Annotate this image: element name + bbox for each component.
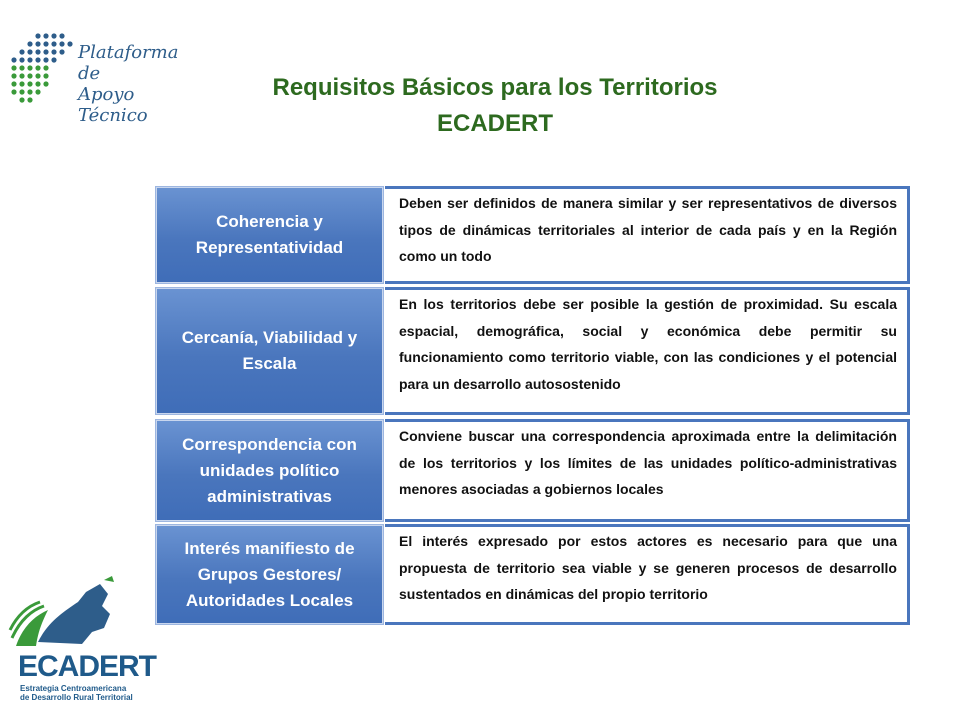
requirement-row bbox=[155, 524, 910, 625]
ecadert-logo-subtitle: Estrategia Centroamericana de Desarrollo Rural Territorial bbox=[20, 684, 133, 702]
ecadert-logo-name: ECADERT bbox=[18, 650, 157, 683]
requirement-label: Interés manifiesto de Grupos Gestores/ Autoridades Locales bbox=[155, 524, 384, 625]
requirement-row bbox=[155, 287, 910, 415]
requirement-description: Deben ser definidos de manera similar y ser representativos de diversos tipos de dinámicas territoriales al interior de cada país y en la Región como un todo bbox=[385, 186, 910, 284]
central-america-map-icon bbox=[8, 572, 158, 652]
plataforma-logo-text: Plataforma de Apoyo Técnico bbox=[78, 42, 179, 126]
ecadert-logo bbox=[8, 572, 158, 707]
requirement-label: Coherencia y Representatividad bbox=[155, 186, 384, 284]
requirement-description: El interés expresado por estos actores es necesario para que una propuesta de territorio sea viable y se generen procesos de desarrollo sustentados en dinámicas del propio territorio bbox=[385, 524, 910, 625]
requirement-description: En los territorios debe ser posible la gestión de proximidad. Su escala espacial, demográfica, social y económica debe permitir su funcionamiento como territorio viable, con las condiciones y el potencial para un desarrollo autosostenido bbox=[385, 287, 910, 415]
plataforma-logo bbox=[8, 30, 180, 126]
page-title bbox=[200, 70, 790, 142]
title-line-1: Requisitos Básicos para los Territorios bbox=[272, 74, 718, 101]
requirement-description: Conviene buscar una correspondencia aproximada entre la delimitación de los territorios y los límites de las unidades político-administrativas menores asociadas a gobiernos locales bbox=[385, 419, 910, 522]
requirement-row bbox=[155, 186, 910, 284]
dot-grid-icon bbox=[8, 30, 74, 110]
title-line-2: ECADERT bbox=[436, 110, 553, 137]
requirement-row bbox=[155, 419, 910, 522]
requirement-label: Correspondencia con unidades político administrativas bbox=[155, 419, 384, 522]
requirement-label: Cercanía, Viabilidad y Escala bbox=[155, 287, 384, 415]
